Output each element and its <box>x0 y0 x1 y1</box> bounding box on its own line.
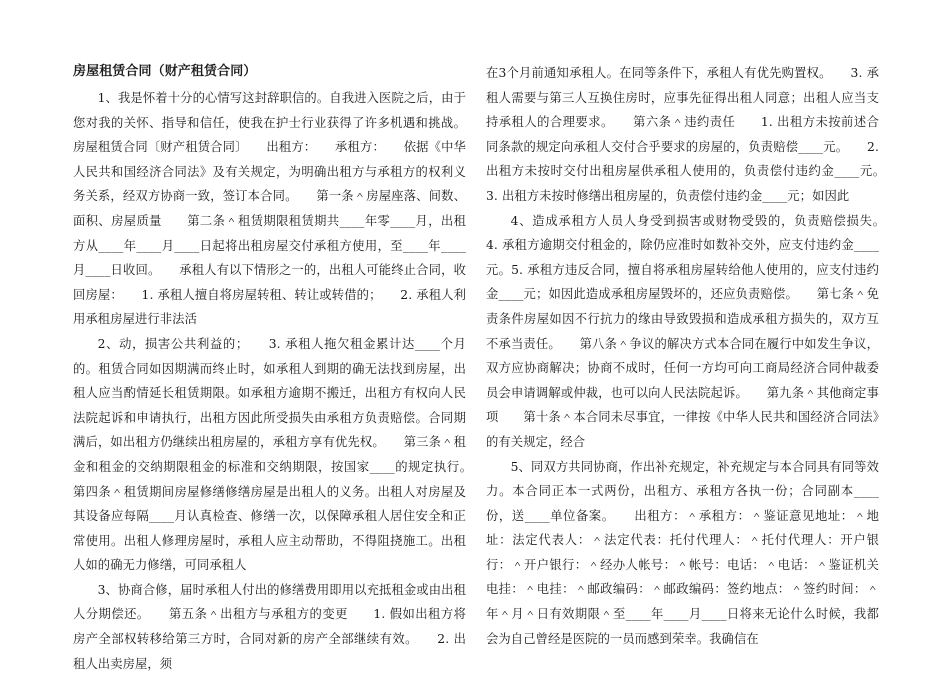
paragraph: 在3个月前通知承租人。在同等条件下，承租人有优先购置权。 3. 承租人需要与第三人互换住房时，应事先征得出租人同意；出租人应当支持承租人的合理要求。 第六条＾违约责任 1. 出租方未按前述合同条款的规定向承租人交付合乎要求的房屋的，负责赔偿____元。 2. 出租方未按时交付出租房屋供承租人使用的，负责偿付违约金____元。 3. 出租方未按时修缮出租房屋的，负责偿付违约金____元；如因此 <box>486 66 904 203</box>
left-column <box>73 60 491 676</box>
paragraph: 2、动，损害公共利益的； 3. 承租人拖欠租金累计达____个月的。租赁合同如因期满而终止时，如承租人到期的确无法找到房屋，出租人应当酌情延长租赁期限。如承租方逾期不搬迁，出租方有权向人民法院起诉和申请执行，出租方因此所受损失由承租方负责赔偿。合同期满后，如出租方仍继续出租房屋的，承租方享有优先权。 第三条＾租金和租金的交纳期限租金的标准和交纳期限，按国家____的规定执行。 第四条＾租赁期间房屋修缮修缮房屋是出租人的义务。出租人对房屋及其设备应每隔____月认真检查、修缮一次，以保障承租人居住安全和正常使用。出租人修理房屋时，承租人应主动帮助，不得阻挠施工。出租人如的确无力修缮，可同承租人 <box>73 336 491 573</box>
paragraph: 4、造成承租方人员人身受到损害或财物受毁的，负责赔偿损失。 4. 承租方逾期交付租金的，除仍应准时如数补交外，应支付违约金____元。5. 承租方违反合同，擅自将承租房屋转给他人使用的，应支付违约金____元；如因此造成承租房屋毁坏的，还应负责赔偿。 第七条＾免责条件房屋如因不行抗力的缘由导致毁损和造成承租方损失的，双方互不承当责任。 第八条＾争议的解决方式本合同在履行中如发生争议，双方应协商解决；协商不成时，任何一方均可向工商局经济合同仲裁委员会申请调解或仲裁，也可以向人民法院起诉。 第九条＾其他商定事项 第十条＾本合同未尽事宜，一律按《中华人民共和国经济合同法》的有关规定，经合 <box>486 213 904 449</box>
paragraph: 3、协商合修，届时承租人付出的修缮费用即用以充抵租金或由出租人分期偿还。 第五条＾出租方与承租方的变更 1. 假如出租方将房产全部权转移给第三方时，合同对新的房产全部继续有效。 2. 出租人出卖房屋，须 <box>73 582 466 671</box>
right-column <box>486 61 904 651</box>
paragraph: 5、同双方共同协商，作出补充规定，补充规定与本合同具有同等效力。本合同正本一式两份，出租方、承租方各执一份；合同副本____份，送____单位备案。 出租方：＾承租方：＾鉴证意见地址：＾地址：法定代表人：＾法定代表：托付代理人：＾托付代理人：开户银行：＾开户银行：＾经办人帐号：＾帐号：电话：＾电话：＾鉴证机关电挂：＾电挂：＾邮政编码：＾邮政编码：签约地点：＾签约时间：＾年＾月＾日有效期限＾至____年____月____日将来无论什么时候，我都会为自己曾经是医院的一员而感到荣幸。我确信在 <box>486 459 879 646</box>
paragraph: 1、我是怀着十分的心情写这封辞职信的。自我进入医院之后，由于您对我的关怀、指导和信任，使我在护士行业获得了许多机遇和挑战。房屋租赁合同〔财产租赁合同〕 出租方： 承租方： 依据《中华人民共和国经济合同法》及有关规定，为明确出租方与承租方的权利义务关系，经双方协商一致，签订本合同。 第一条＾房屋座落、间数、面积、房屋质量 第二条＾租赁期限租赁期共____年零____月，出租方从____年____月____日起将出租房屋交付承租方使用，至____年____月____日收回。 承租人有以下情形之一的，出租人可能终止合同，收回房屋： 1. 承租人擅自将房屋转租、转让或转借的； 2. 承租人利用承租房屋进行非法活 <box>73 91 466 327</box>
document-title: 房屋租赁合同（财产租赁合同） <box>73 64 257 79</box>
